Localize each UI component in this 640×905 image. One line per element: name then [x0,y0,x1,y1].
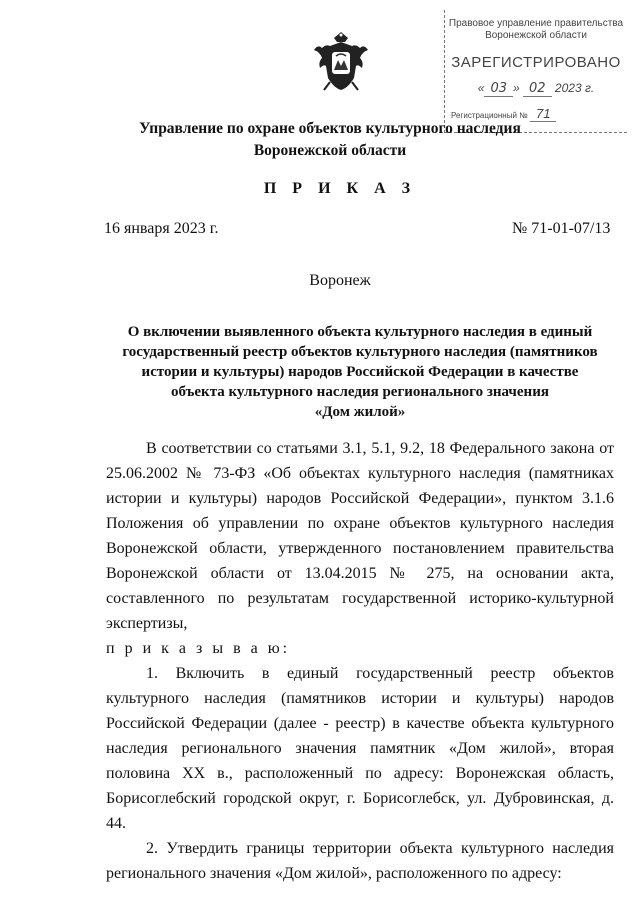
stamp-date-day: 03 [484,81,513,97]
stamp-date: « 03 » 02 2023 г. [477,81,595,96]
item1-word: в [261,665,270,682]
document-number: № 71-01-07/13 [512,220,611,237]
item1-word: 1. [146,665,158,682]
document-title [110,322,610,422]
registration-stamp [444,10,627,133]
document-body [106,436,614,886]
item1-word: единый [287,665,339,682]
orders-line: п р и к а з ы в а ю: [106,640,291,657]
document-date: 16 января 2023 г. [104,220,219,237]
title-line3: истории и культуры) народов Российской Федерации в качестве [141,364,579,380]
item1-word: государственный [356,665,473,682]
stamp-line2: Воронежской области [485,30,587,41]
authority-line2: Воронежской области [253,142,407,159]
preamble-paragraph: В соответствии со статьями 3.1, 5.1, 9.2, 18 Федерального закона от 25.06.2002 № 73-ФЗ «Об объектах культурного наследия (памятниках истории и культуры) народов Российской Федерации», пунктом 3.1.6 Положения об управлении по охране объектов культурного наследия Воронежской области, утвержденного постановлением правительства Воронежской области от 13.04.2015 № 275, на основании акта, составленного по результатам государственной историко-культурной экспертизы, [106,440,614,632]
item1-paragraph: культурного наследия (памятников истории и культуры) народов Российской Федерации (далее - реестр) в качестве объекта культурного наследия регионального значения памятник «Дом жилой», вторая половина XX в., расположенный по адресу: Воронежская область, Борисоглебский городской округ, г. Борисоглебск, ул. Дубровинская, д. 44. [106,690,614,832]
item1-word: реестр [490,665,536,682]
stamp-date-year: 2023 г. [554,81,595,95]
stamp-reg-value: 71 [530,106,556,122]
coat-of-arms-emblem [312,30,370,94]
item1-word: Включить [175,665,245,682]
item1-word: объектов [552,665,614,682]
item1-first-line [106,661,614,686]
document-city: Воронеж [309,272,371,289]
stamp-registered: ЗАРЕГИСТРИРОВАНО [451,54,621,71]
issuing-authority [100,118,560,162]
authority-line1: Управление по охране объектов культурного наследия [139,120,521,137]
document-type: П Р И К А З [263,180,417,197]
stamp-date-month: 02 [523,81,552,97]
stamp-reg-label: Регистрационный № [451,111,528,120]
stamp-line1: Правовое управление правительства [448,18,624,29]
title-line2: государственный реестр объектов культурного наследия (памятников [122,344,598,360]
title-line4: объекта культурного наследия регионального значения [171,384,549,400]
title-line1: О включении выявленного объекта культурного наследия в единый [127,324,593,340]
title-line5: «Дом жилой» [314,404,406,420]
item2-paragraph: 2. Утвердить границы территории объекта культурного наследия регионального значения «Дом жилой», расположенного по адресу: [106,840,614,882]
